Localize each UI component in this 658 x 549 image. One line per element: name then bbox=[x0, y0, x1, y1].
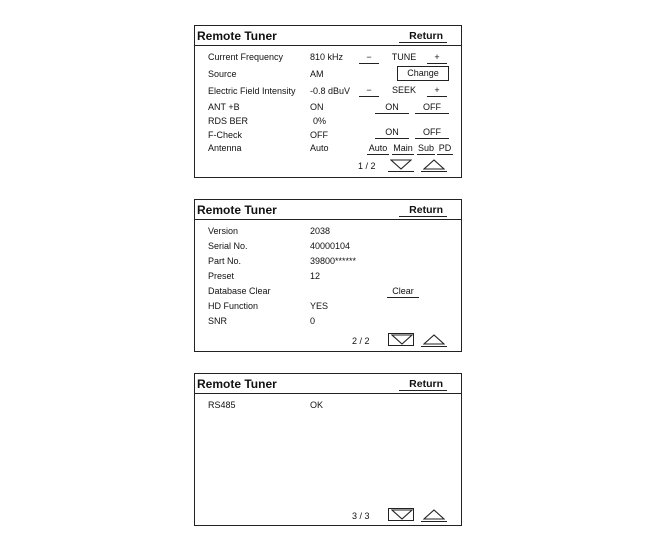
rds-ber-value: 0% bbox=[313, 116, 327, 126]
version-label: Version bbox=[208, 226, 239, 236]
hd-function-label: HD Function bbox=[208, 301, 259, 311]
ant-b-value: ON bbox=[310, 102, 324, 112]
source-label: Source bbox=[208, 69, 237, 79]
preset-label: Preset bbox=[208, 271, 235, 281]
serial-no-value: 40000104 bbox=[310, 241, 351, 251]
ant-b-label: ANT +B bbox=[208, 102, 240, 112]
return-button[interactable]: Return bbox=[399, 204, 447, 217]
rs485-label: RS485 bbox=[208, 400, 236, 410]
page-indicator: 1 / 2 bbox=[358, 161, 376, 171]
f-check-off-button[interactable]: OFF bbox=[415, 127, 449, 139]
current-frequency-value: 810 kHz bbox=[310, 52, 344, 62]
title-bar bbox=[195, 26, 461, 46]
page-down-button[interactable] bbox=[388, 508, 414, 521]
serial-no-label: Serial No. bbox=[208, 241, 248, 251]
remote-tuner-panel-1 bbox=[194, 25, 462, 178]
page-down-button[interactable] bbox=[388, 159, 414, 172]
triangle-up-icon bbox=[423, 159, 445, 170]
version-value: 2038 bbox=[310, 226, 331, 236]
database-clear-label: Database Clear bbox=[208, 286, 271, 296]
preset-value: 12 bbox=[310, 271, 321, 281]
panel-title: Remote Tuner bbox=[197, 203, 277, 217]
tune-minus-button[interactable]: − bbox=[359, 52, 379, 64]
tune-label: TUNE bbox=[391, 52, 417, 62]
seek-minus-button[interactable]: − bbox=[359, 85, 379, 97]
field-intensity-value: -0.8 dBuV bbox=[310, 86, 351, 96]
page-up-button[interactable] bbox=[421, 509, 447, 522]
hd-function-value: YES bbox=[310, 301, 329, 311]
antenna-main-button[interactable]: Main bbox=[393, 143, 413, 153]
page-down-button[interactable] bbox=[388, 333, 414, 346]
panel-title: Remote Tuner bbox=[197, 377, 277, 391]
remote-tuner-panel-3 bbox=[194, 373, 462, 526]
snr-label: SNR bbox=[208, 316, 228, 326]
rds-ber-label: RDS BER bbox=[208, 116, 249, 126]
page-indicator: 3 / 3 bbox=[352, 511, 370, 521]
antenna-sub-button[interactable]: Sub bbox=[417, 143, 434, 153]
seek-plus-button[interactable]: + bbox=[427, 85, 447, 97]
remote-tuner-panel-2 bbox=[194, 199, 462, 352]
page-up-button[interactable] bbox=[421, 334, 447, 347]
page-indicator: 2 / 2 bbox=[352, 336, 370, 346]
part-no-label: Part No. bbox=[208, 256, 242, 266]
return-button[interactable]: Return bbox=[399, 30, 447, 43]
seek-label: SEEK bbox=[391, 85, 416, 95]
antenna-label: Antenna bbox=[208, 143, 242, 153]
ant-b-on-button[interactable]: ON bbox=[375, 102, 409, 114]
f-check-label: F-Check bbox=[208, 130, 243, 140]
antenna-auto-button[interactable]: Auto bbox=[368, 143, 388, 153]
panel-title: Remote Tuner bbox=[197, 29, 277, 43]
change-button[interactable]: Change bbox=[397, 66, 449, 81]
source-value: AM bbox=[310, 69, 324, 79]
f-check-value: OFF bbox=[310, 130, 328, 140]
return-button[interactable]: Return bbox=[399, 378, 447, 391]
triangle-down-icon bbox=[391, 334, 413, 345]
f-check-on-button[interactable]: ON bbox=[375, 127, 409, 139]
triangle-up-icon bbox=[423, 509, 445, 520]
snr-value: 0 bbox=[310, 316, 316, 326]
clear-button[interactable]: Clear bbox=[387, 286, 419, 298]
rs485-value: OK bbox=[310, 400, 324, 410]
page-up-button[interactable] bbox=[421, 159, 447, 172]
triangle-down-icon bbox=[391, 509, 413, 520]
field-intensity-label: Electric Field Intensity bbox=[208, 86, 296, 96]
triangle-down-icon bbox=[390, 159, 412, 170]
tune-plus-button[interactable]: + bbox=[427, 52, 447, 64]
current-frequency-label: Current Frequency bbox=[208, 52, 284, 62]
antenna-pd-button[interactable]: PD bbox=[438, 143, 452, 153]
triangle-up-icon bbox=[423, 334, 445, 345]
title-bar bbox=[195, 200, 461, 220]
ant-b-off-button[interactable]: OFF bbox=[415, 102, 449, 114]
antenna-value: Auto bbox=[310, 143, 329, 153]
title-bar bbox=[195, 374, 461, 394]
part-no-value: 39800****** bbox=[310, 256, 357, 266]
